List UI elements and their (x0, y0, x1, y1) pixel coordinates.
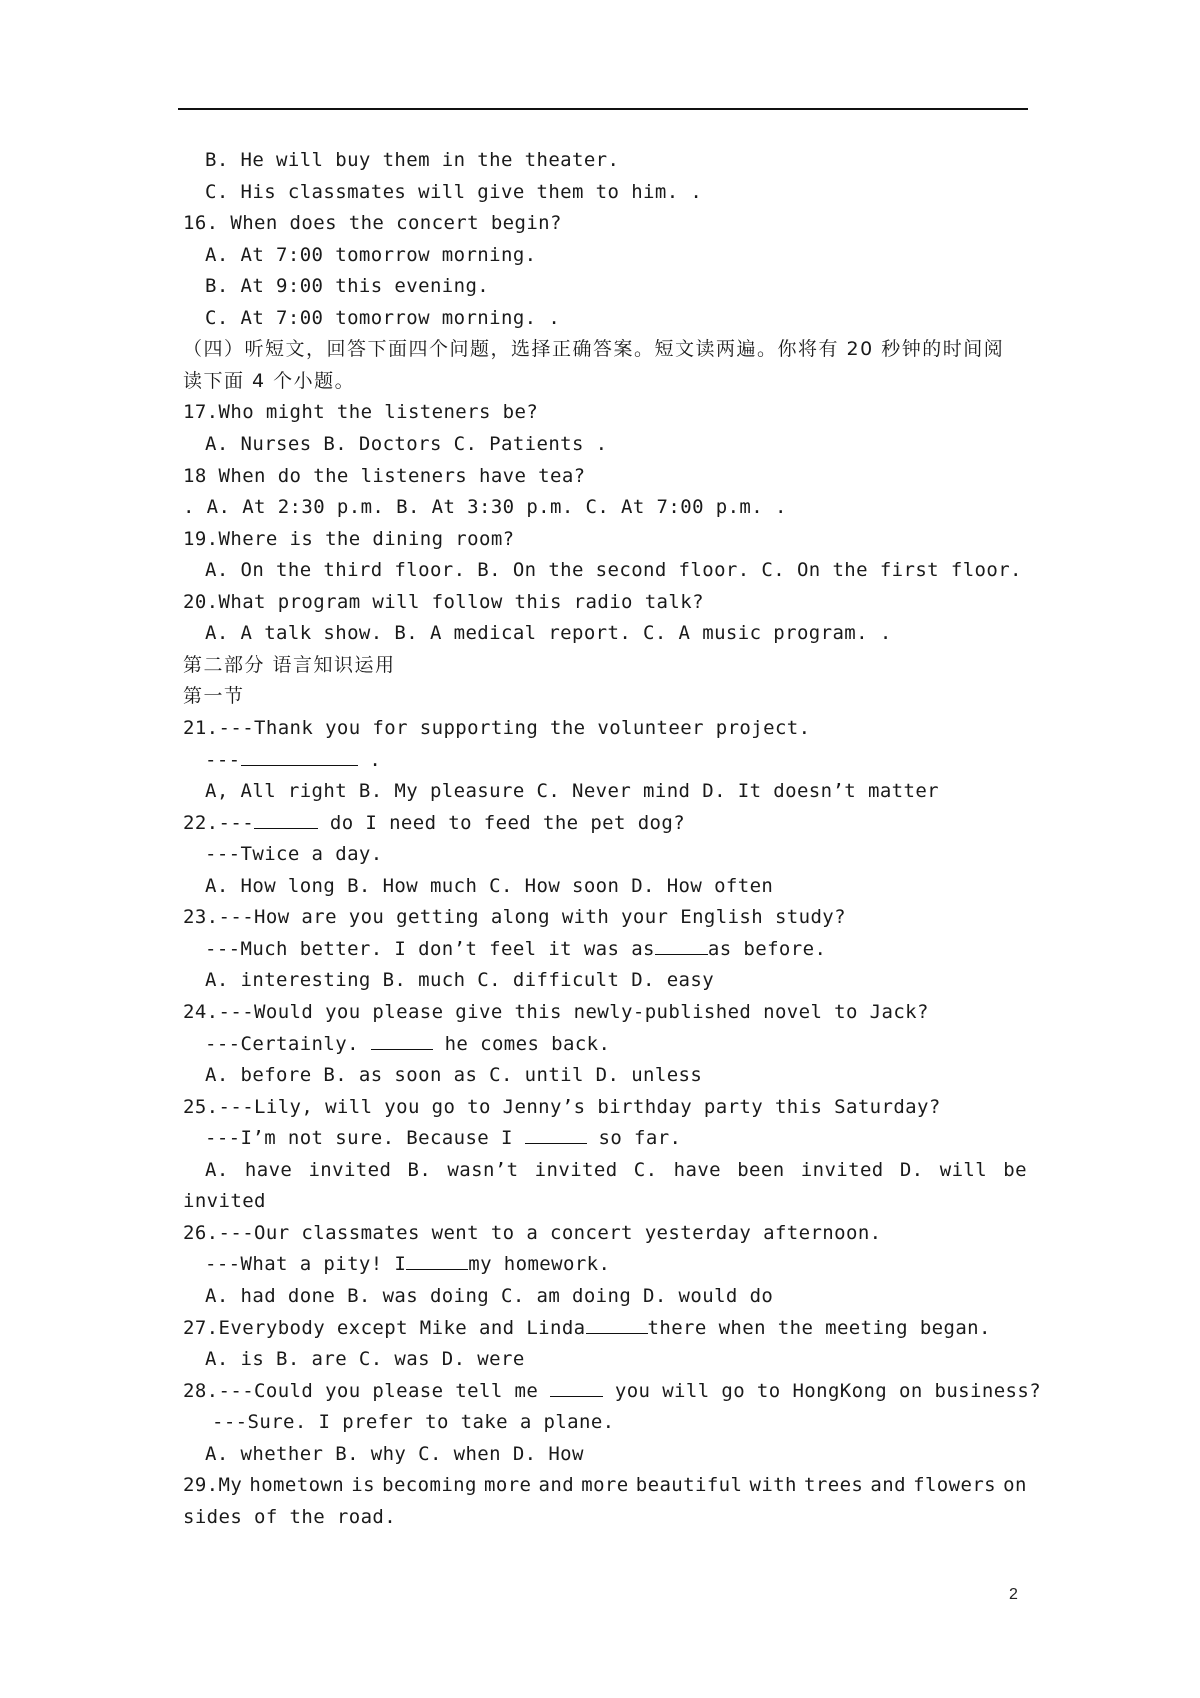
options-25 (205, 1157, 1027, 1183)
question-29-cont: sides of the road. (183, 1506, 397, 1528)
answer-blank (525, 1125, 587, 1144)
question-24-suffix: he comes back. (432, 1033, 611, 1055)
question-29-word: more (484, 1474, 532, 1496)
dash-prefix: --- (205, 749, 241, 771)
question-25: 25.---Lily, will you go to Jenny’s birthday party this Saturday? (183, 1096, 941, 1118)
answer-blank (254, 810, 318, 829)
question-22-text: do I need to feed the pet dog? (318, 812, 686, 834)
question-29-word: trees (804, 1474, 864, 1496)
question-29-word: on (1003, 1474, 1027, 1496)
question-28-prefix: 28.---Could you please tell me (183, 1380, 551, 1402)
options-25-word: have (673, 1159, 721, 1181)
options-25-word: D. (899, 1159, 924, 1181)
options-18: . A. At 2:30 p.m. B. At 3:30 p.m. C. At 7:00 p.m. . (183, 496, 787, 518)
question-22-response: ---Twice a day. (205, 843, 383, 865)
answer-blank (406, 1251, 468, 1270)
question-21: 21.---Thank you for supporting the volunteer project. (183, 717, 811, 739)
question-23-response (205, 936, 826, 962)
answer-blank (241, 747, 358, 766)
options-25-word: invited (534, 1159, 618, 1181)
options-25-word: invited (800, 1159, 884, 1181)
question-16: 16. When does the concert begin? (183, 212, 562, 234)
option-15b: B. He will buy them in the theater. (205, 149, 620, 171)
question-29-word: becoming (382, 1474, 477, 1496)
options-21: A, All right B. My pleasure C. Never mind D. It doesn’t matter (205, 780, 940, 802)
options-28: A. whether B. why C. when D. How (205, 1443, 584, 1465)
options-25-word: wasn’t (447, 1159, 519, 1181)
options-27: A. is B. are C. was D. were (205, 1348, 525, 1370)
options-25-word: been (737, 1159, 785, 1181)
question-20: 20.What program will follow this radio talk? (183, 591, 704, 613)
question-22-prefix: 22.--- (183, 812, 255, 834)
question-26-suffix: my homework. (468, 1253, 611, 1275)
question-22 (183, 810, 685, 836)
options-25-word: A. (205, 1159, 229, 1181)
question-29-word: is (351, 1474, 375, 1496)
question-19: 19.Where is the dining room? (183, 528, 515, 550)
option-16c: C. At 7:00 tomorrow morning. . (205, 307, 561, 329)
question-21-response (205, 747, 381, 773)
options-25-word: be (1003, 1159, 1027, 1181)
question-29-word: with (749, 1474, 797, 1496)
options-25-word: C. (633, 1159, 658, 1181)
question-25-suffix: so far. (586, 1127, 682, 1149)
options-23: A. interesting B. much C. difficult D. easy (205, 969, 715, 991)
options-25-word: invited (308, 1159, 392, 1181)
answer-blank (550, 1378, 603, 1397)
question-29-word: beautiful (635, 1474, 743, 1496)
question-26: 26.---Our classmates went to a concert yesterday afternoon. (183, 1222, 882, 1244)
question-23-prefix: ---Much better. I don’t feel it was as (205, 938, 655, 960)
page-number: 2 (1009, 1586, 1018, 1603)
option-16b: B. At 9:00 this evening. (205, 275, 490, 297)
options-26: A. had done B. was doing C. am doing D. would do (205, 1285, 774, 1307)
question-28-response: ---Sure. I prefer to take a plane. (212, 1411, 615, 1433)
answer-blank (655, 936, 708, 955)
question-28-suffix: you will go to HongKong on business? (603, 1380, 1042, 1402)
answer-blank (371, 1031, 433, 1050)
question-29-word: and (538, 1474, 575, 1496)
option-16a: A. At 7:00 tomorrow morning. (205, 244, 537, 266)
options-20: A. A talk show. B. A medical report. C. A music program. . (205, 622, 892, 644)
part-2-heading: 第二部分 语言知识运用 (183, 654, 396, 676)
question-28 (183, 1378, 1041, 1404)
question-23: 23.---How are you getting along with your English study? (183, 906, 846, 928)
options-19: A. On the third floor. B. On the second floor. C. On the first floor. (205, 559, 1022, 581)
answer-blank (586, 1315, 648, 1334)
question-29-word: more (581, 1474, 629, 1496)
section-4-instructions-cont: 读下面 4 个小题。 (183, 370, 356, 392)
question-23-suffix: as before. (707, 938, 827, 960)
question-27 (183, 1315, 991, 1341)
question-29-word: and (870, 1474, 906, 1496)
question-18: 18 When do the listeners have tea? (183, 465, 586, 487)
options-24: A. before B. as soon as C. until D. unless (205, 1064, 703, 1086)
question-27-prefix: 27.Everybody except Mike and Linda (183, 1317, 586, 1339)
question-26-prefix: ---What a pity! I (205, 1253, 407, 1275)
section-4-instructions: （四）听短文，回答下面四个问题，选择正确答案。短文读两遍。你将有 20 秒钟的时间阅 (183, 338, 1005, 360)
question-26-response (205, 1251, 610, 1277)
question-17: 17.Who might the listeners be? (183, 401, 539, 423)
option-15c: C. His classmates will give them to him. . (205, 181, 703, 203)
question-25-prefix: ---I’m not sure. Because I (205, 1127, 525, 1149)
question-29-word: hometown (249, 1474, 345, 1496)
question-29 (183, 1472, 1027, 1498)
question-29-word: flowers (913, 1474, 996, 1496)
question-29-word: 29.My (183, 1474, 243, 1496)
question-24-response (205, 1031, 610, 1057)
options-22: A. How long B. How much C. How soon D. How often (205, 875, 774, 897)
options-25-word: will (939, 1159, 988, 1181)
header-rule (178, 108, 1028, 110)
options-25-word: have (244, 1159, 293, 1181)
section-1-heading: 第一节 (183, 685, 245, 707)
question-25-response (205, 1125, 681, 1151)
options-25-cont: invited (183, 1190, 266, 1212)
blank-suffix: . (357, 749, 382, 771)
question-27-suffix: there when the meeting began. (647, 1317, 991, 1339)
question-24-prefix: ---Certainly. (205, 1033, 371, 1055)
question-24: 24.---Would you please give this newly-published novel to Jack? (183, 1001, 929, 1023)
options-17: A. Nurses B. Doctors C. Patients . (205, 433, 608, 455)
options-25-word: B. (407, 1159, 432, 1181)
